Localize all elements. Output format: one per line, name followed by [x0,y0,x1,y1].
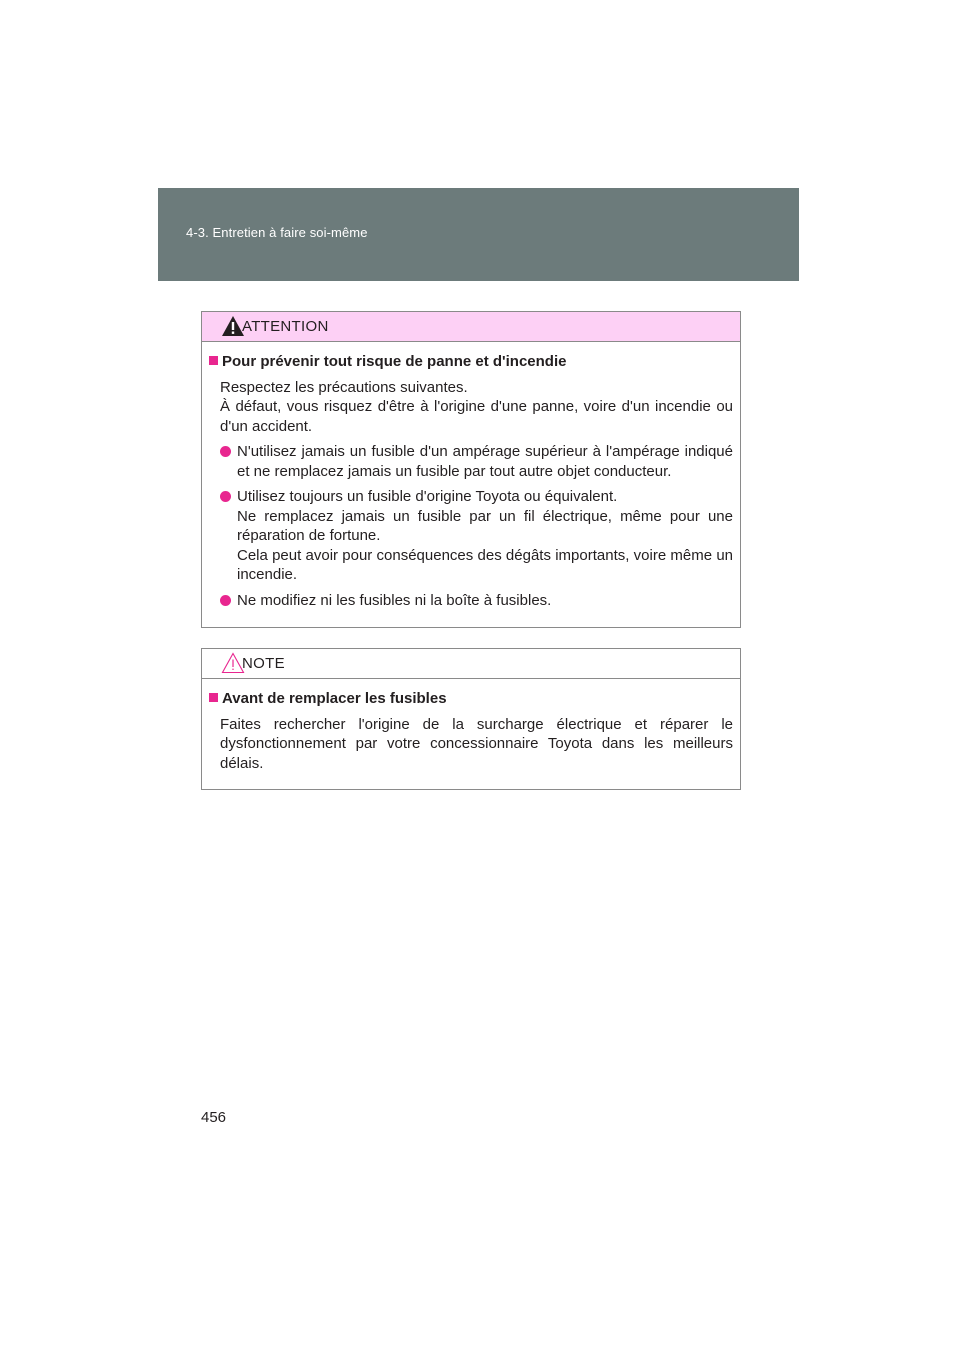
section-header-band [158,188,799,281]
note-box [201,648,741,790]
list-item [220,487,733,585]
bullet-line: Cela peut avoir pour conséquences des dégâts importants, voire même un incendie. [237,546,733,583]
attention-subhead-text: Pour prévenir tout risque de panne et d'incendie [222,353,567,370]
list-item [220,442,733,481]
note-text: Faites rechercher l'origine de la surcharge électrique et réparer le dysfonctionnement par votre concessionnaire Toyota dans les meilleurs délais. [220,715,733,772]
square-bullet-icon [209,693,218,702]
attention-subhead [209,352,733,372]
attention-header [202,312,740,342]
attention-intro [220,378,733,437]
bullet-line: Ne modifiez ni les fusibles ni la boîte à fusibles. [237,591,552,609]
bullet-line: N'utilisez jamais un fusible d'un ampérage supérieur à l'ampérage indiqué et ne remplacez jamais un fusible par tout autre objet conducteur. [237,443,733,480]
attention-box [201,311,741,628]
bullet-line: Ne remplacez jamais un fusible par un fil électrique, même pour une réparation de fortune. [237,507,733,544]
note-subhead [209,689,733,709]
intro-line: Respectez les précautions suivantes. [220,378,468,396]
section-title: 4-3. Entretien à faire soi-même [186,225,368,240]
bullet-line: Utilisez toujours un fusible d'origine Toyota ou équivalent. [237,488,618,505]
note-subhead-text: Avant de remplacer les fusibles [222,690,447,707]
list-item [220,591,733,611]
dot-bullet-icon [220,595,231,606]
note-header [202,649,740,679]
dot-bullet-icon [220,491,231,502]
note-title: NOTE [242,655,285,672]
intro-line: À défaut, vous risquez d'être à l'origine d'une panne, voire d'un incendie ou d'un accident. [220,398,733,435]
attention-title: ATTENTION [242,318,329,335]
square-bullet-icon [209,356,218,365]
page-number: 456 [201,1109,227,1126]
dot-bullet-icon [220,446,231,457]
